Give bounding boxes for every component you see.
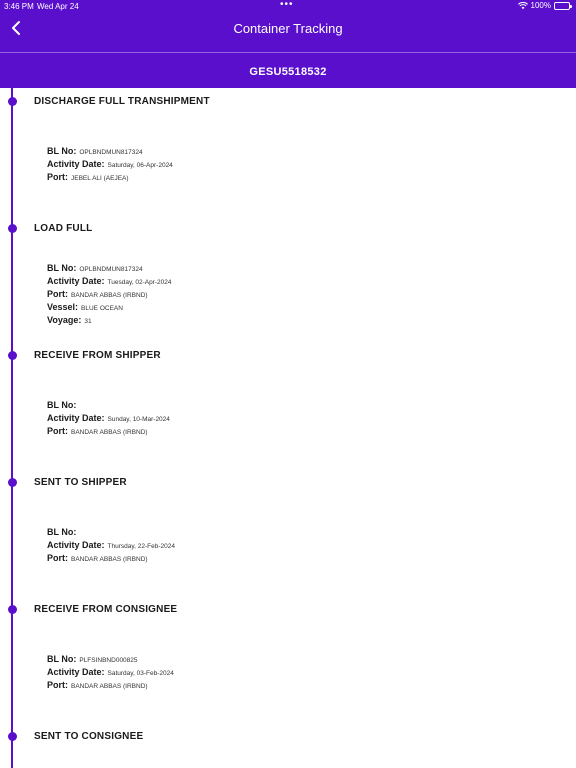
date-label: Activity Date:	[47, 540, 105, 550]
port-label: Port:	[47, 553, 68, 563]
date-label: Activity Date:	[47, 413, 105, 423]
event-details	[47, 260, 171, 325]
date-value: Sunday, 10-Mar-2024	[107, 416, 170, 423]
port-row	[47, 286, 171, 299]
port-row	[47, 677, 174, 690]
wifi-icon	[518, 2, 528, 10]
event-title: LOAD FULL	[34, 223, 93, 234]
port-label: Port:	[47, 426, 68, 436]
bl-label: BL No:	[47, 527, 77, 537]
timeline-dot	[8, 732, 17, 741]
event-title: RECEIVE FROM SHIPPER	[34, 350, 161, 361]
vessel-row	[47, 299, 171, 312]
voyage-value: 31	[84, 318, 92, 325]
bl-value: OPLBNDMUN817324	[79, 149, 143, 156]
bl-label: BL No:	[47, 654, 77, 664]
date-row	[47, 273, 171, 286]
date-row	[47, 664, 174, 677]
multitasking-dots-icon[interactable]: •••	[280, 0, 294, 10]
port-row	[47, 550, 175, 563]
timeline-dot	[8, 351, 17, 360]
event-details	[47, 524, 175, 563]
port-value: BANDAR ABBAS (IRBND)	[71, 429, 148, 436]
vessel-label: Vessel:	[47, 302, 79, 312]
container-number: GESU5518532	[249, 66, 327, 78]
date-value: Saturday, 03-Feb-2024	[107, 670, 174, 677]
event-details	[47, 143, 173, 182]
date-value: Thursday, 22-Feb-2024	[107, 543, 175, 550]
bl-label: BL No:	[47, 146, 77, 156]
header-divider	[0, 52, 576, 53]
port-value: BANDAR ABBAS (IRBND)	[71, 556, 148, 563]
bl-row	[47, 651, 174, 664]
date-row	[47, 156, 173, 169]
status-date: Wed Apr 24	[37, 2, 79, 11]
event-title: RECEIVE FROM CONSIGNEE	[34, 604, 178, 615]
date-value: Saturday, 06-Apr-2024	[107, 162, 173, 169]
date-value: Tuesday, 02-Apr-2024	[107, 279, 172, 286]
date-label: Activity Date:	[47, 276, 105, 286]
bl-row	[47, 143, 173, 156]
event-details	[47, 651, 174, 690]
bl-row	[47, 260, 171, 273]
timeline-dot	[8, 478, 17, 487]
port-label: Port:	[47, 289, 68, 299]
event-title: SENT TO SHIPPER	[34, 477, 127, 488]
status-bar	[0, 0, 576, 12]
bl-value: OPLBNDMUN817324	[79, 266, 143, 273]
voyage-label: Voyage:	[47, 315, 82, 325]
date-label: Activity Date:	[47, 667, 105, 677]
status-right	[518, 1, 570, 10]
app-header	[0, 0, 576, 88]
event-title: DISCHARGE FULL TRANSHIPMENT	[34, 96, 210, 107]
port-label: Port:	[47, 172, 68, 182]
bl-label: BL No:	[47, 400, 77, 410]
port-row	[47, 423, 170, 436]
bl-label: BL No:	[47, 263, 77, 273]
port-value: BANDAR ABBAS (IRBND)	[71, 292, 148, 299]
page-title: Container Tracking	[233, 21, 343, 36]
port-row	[47, 169, 173, 182]
date-row	[47, 410, 170, 423]
port-label: Port:	[47, 680, 68, 690]
timeline-dot	[8, 97, 17, 106]
port-value: JEBEL ALI (AEJEA)	[71, 175, 129, 182]
timeline-dot	[8, 224, 17, 233]
event-title: SENT TO CONSIGNEE	[34, 731, 144, 742]
battery-percent: 100%	[530, 1, 551, 10]
vessel-value: BLUE OCEAN	[81, 305, 123, 312]
date-label: Activity Date:	[47, 159, 105, 169]
event-details	[47, 397, 170, 436]
nav-bar	[0, 12, 576, 52]
timeline-dot	[8, 605, 17, 614]
status-time: 3:46 PM	[4, 2, 34, 11]
date-row	[47, 537, 175, 550]
bl-value: PLFSINBND000825	[79, 657, 138, 664]
bl-row	[47, 397, 170, 410]
port-value: BANDAR ABBAS (IRBND)	[71, 683, 148, 690]
timeline-line	[11, 88, 13, 768]
battery-icon	[554, 2, 570, 10]
bl-row	[47, 524, 175, 537]
voyage-row	[47, 312, 171, 325]
